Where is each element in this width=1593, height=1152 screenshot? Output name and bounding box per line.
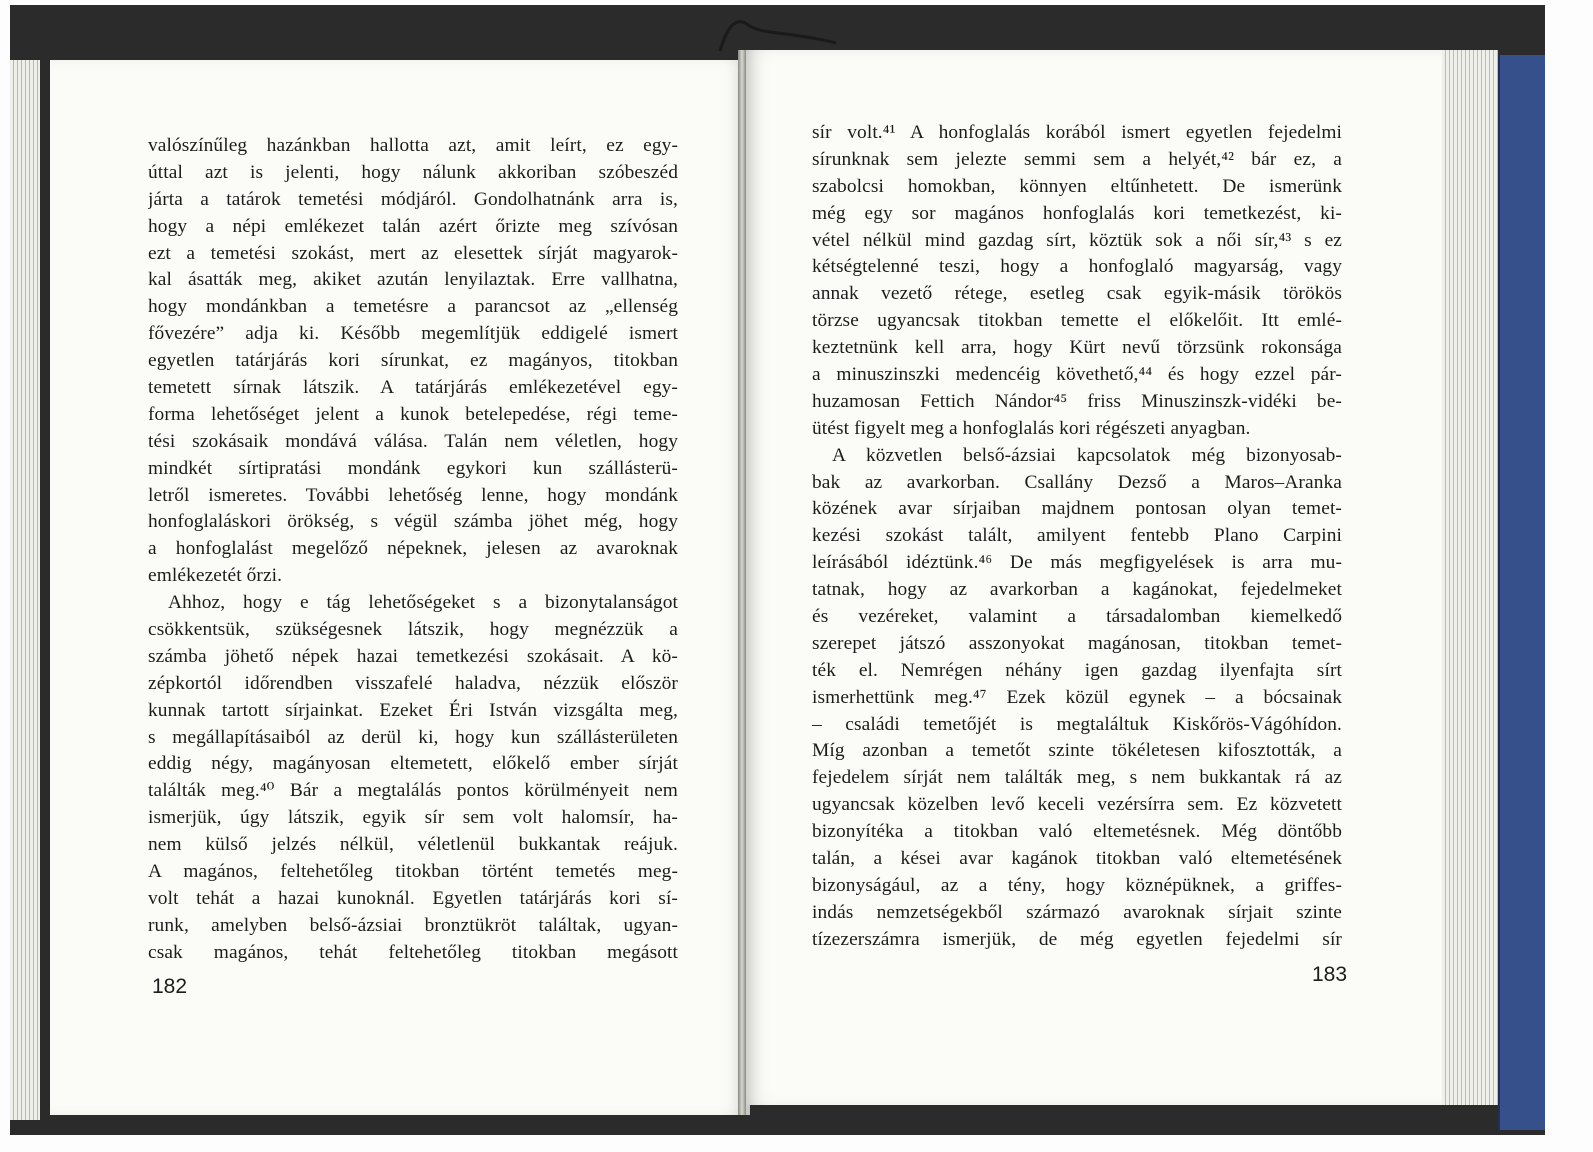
- text-line: kunnak tartott sírjainkat. Ezeket Éri István vizsgálta meg,: [148, 699, 678, 721]
- text-line: járta a tatárok temetési módjáról. Gondolhatnánk arra is,: [148, 188, 678, 210]
- right-page-text: [812, 120, 1342, 954]
- text-line: bizonyságául, az a tény, hogy köznépüknek, a griffes-: [812, 874, 1342, 896]
- book-gutter: [738, 50, 746, 1115]
- text-line: kezési szokást talált, amilyent fentebb Plano Carpini: [812, 525, 1342, 547]
- text-line: vétel nélkül mind gazdag sírt, köztük sok a női sír,⁴³ s ez: [812, 229, 1342, 251]
- text-line: A közvetlen belső-ázsiai kapcsolatok még bizonyosab-: [832, 444, 1342, 466]
- text-line: fejedelem sírját nem találták meg, s nem bukkantak rá az: [812, 767, 1342, 789]
- text-line: eddig négy, magányosan eltemetett, előkelő ember sírját: [148, 753, 678, 775]
- text-line: ugyancsak közelben levő keceli vezérsírra sem. Ez közvetett: [812, 794, 1342, 816]
- text-line: csökkentsük, szükségesnek látszik, hogy megnézzük a: [148, 619, 678, 641]
- text-line: indás nemzetségekből származó avaroknak sírjait szinte: [812, 901, 1342, 923]
- left-page: [50, 60, 750, 1115]
- text-line: hogy a népi emlékezet talán azért őrizte meg szívósan: [148, 215, 678, 237]
- page-number-right: 183: [1312, 963, 1348, 986]
- text-line: s megállapításaiból az derül ki, hogy kun szállásterületen: [148, 726, 678, 748]
- text-line: letről ismeretes. További lehetőség lenne, hogy mondánk: [148, 484, 678, 506]
- page-number-left: 182: [152, 975, 188, 998]
- text-line: szerepet játszó asszonyokat magánosan, titokban temet-: [812, 632, 1342, 654]
- text-line: ismerhettünk meg.⁴⁷ Ezek közül egynek – a bócsainak: [812, 686, 1342, 708]
- text-line: kétségtelenné teszi, hogy a honfoglaló magyarság, vagy: [812, 256, 1342, 278]
- text-line: egyetlen tatárjárás kori sírunkat, ez magányos, titokban: [148, 350, 678, 372]
- text-line: zépkortól időrendben visszafelé haladva, nézzük először: [148, 672, 678, 694]
- text-line: ismerjük, úgy látszik, egyik sír sem volt halomsír, ha-: [148, 807, 678, 829]
- text-line: bizonyítéka a titokban való eltemetésnek. Még döntőbb: [812, 821, 1342, 843]
- text-line: számba jöhető népek hazai temetkezési szokásait. A kö-: [148, 645, 678, 667]
- text-line: nem külső jelzés nélkül, véletlenül bukkantak reájuk.: [148, 834, 678, 856]
- text-line: leírásából idéztünk.⁴⁶ De más megfigyelések is arra mu-: [812, 552, 1342, 574]
- left-page-text: [148, 133, 678, 967]
- text-line: ütést figyelt meg a honfoglalás kori régészeti anyagban.: [812, 417, 1251, 439]
- text-line: közének avar sírjaiban majdnem pontosan olyan temet-: [812, 498, 1342, 520]
- book-cover-edge: [1498, 55, 1545, 1130]
- text-line: ték el. Nemrégen néhány igen gazdag ilyenfajta sírt: [812, 659, 1342, 681]
- text-line: – családi temetőjét is megtaláltuk Kiskőrös-Vágóhídon.: [812, 713, 1342, 735]
- text-line: keztetnünk kell arra, hogy Kürt nevű törzsünk rokonsága: [812, 337, 1342, 359]
- text-line: emlékezetét őrzi.: [148, 565, 283, 587]
- text-line: Ahhoz, hogy e tág lehetőségeket s a bizonytalanságot: [168, 592, 678, 614]
- text-line: forma lehetőséget jelent a kunok betelepedése, régi teme-: [148, 403, 678, 425]
- text-line: törzse ugyancsak titokban temette el előkelőit. Itt emlé-: [812, 310, 1342, 332]
- text-line: mindkét sírtipratási mondánk egykori kun szállásterü-: [148, 457, 678, 479]
- text-line: a honfoglalást megelőző népeknek, jelesen az avaroknak: [148, 538, 678, 560]
- text-line: csak magános, tehát feltehetőleg titokban megásott: [148, 941, 678, 963]
- text-line: tízezerszámra ismerjük, de még egyetlen fejedelmi sír: [812, 928, 1342, 950]
- text-line: úttal azt is jelenti, hogy nálunk akkoriban szóbeszéd: [148, 161, 678, 183]
- text-line: fővezére” adja ki. Később megemlítjük eddigelé ismert: [148, 323, 678, 345]
- text-line: runk, amelyben belső-ázsiai bronztükröt találtak, ugyan-: [148, 914, 678, 936]
- text-line: honfoglaláskori örökség, s végül számba jöhet még, hogy: [148, 511, 678, 533]
- text-line: a minuszinszki medencéig követhető,⁴⁴ és hogy ezzel pár-: [812, 364, 1342, 386]
- text-line: sírunknak sem jelezte semmi sem a helyét,⁴² bár ez, a: [812, 148, 1342, 170]
- text-line: temetett sírnak látszik. A tatárjárás emlékezetével egy-: [148, 377, 678, 399]
- text-line: tatnak, hogy az avarkorban a kagánokat, fejedelmeket: [812, 579, 1342, 601]
- text-line: talán, a kései avar kagánok titokban való eltemetésének: [812, 848, 1342, 870]
- text-line: annak vezető rétege, esetleg csak egyik-másik törökös: [812, 283, 1342, 305]
- text-line: kal ásatták meg, akiket azután lenyilaztak. Erre vallhatna,: [148, 269, 678, 291]
- book: [10, 5, 1545, 1135]
- bookmark-ribbon: [718, 13, 838, 53]
- text-line: huzamosan Fettich Nándor⁴⁵ friss Minuszinszk-vidéki be-: [812, 390, 1342, 412]
- text-line: Míg azonban a temetőt szinte tökéletesen kifosztották, a: [812, 740, 1342, 762]
- text-line: hogy mondánkban a temetésre a parancsot az „ellenség: [148, 296, 678, 318]
- right-page: [742, 50, 1442, 1105]
- text-line: még egy sor magános honfoglalás kori temetkezést, ki-: [812, 202, 1342, 224]
- text-line: és vezéreket, valamint a társadalomban kiemelkedő: [812, 606, 1342, 628]
- left-page-edges: [10, 60, 40, 1120]
- text-line: bak az avarkorban. Csallány Dezső a Maros–Aranka: [812, 471, 1342, 493]
- text-line: valószínűleg hazánkban hallotta azt, amit leírt, ez egy-: [148, 135, 678, 156]
- text-line: tési szokásaik mondává válása. Talán nem véletlen, hogy: [148, 430, 678, 452]
- text-line: sír volt.⁴¹ A honfoglalás korából ismert egyetlen fejedelmi: [812, 122, 1342, 143]
- right-page-edges: [1438, 50, 1498, 1105]
- text-line: szabolcsi homokban, könnyen eltűnhetett. De ismerünk: [812, 175, 1342, 197]
- text-line: A magános, feltehetőleg titokban történt temetés meg-: [148, 861, 678, 883]
- text-line: volt tehát a hazai kunoknál. Egyetlen tatárjárás kori sí-: [148, 887, 678, 909]
- text-line: ezt a temetési szokást, mert az elesettek sírját magyarok-: [148, 242, 678, 264]
- text-line: találták meg.⁴⁰ Bár a megtalálás pontos körülményeit nem: [148, 780, 678, 802]
